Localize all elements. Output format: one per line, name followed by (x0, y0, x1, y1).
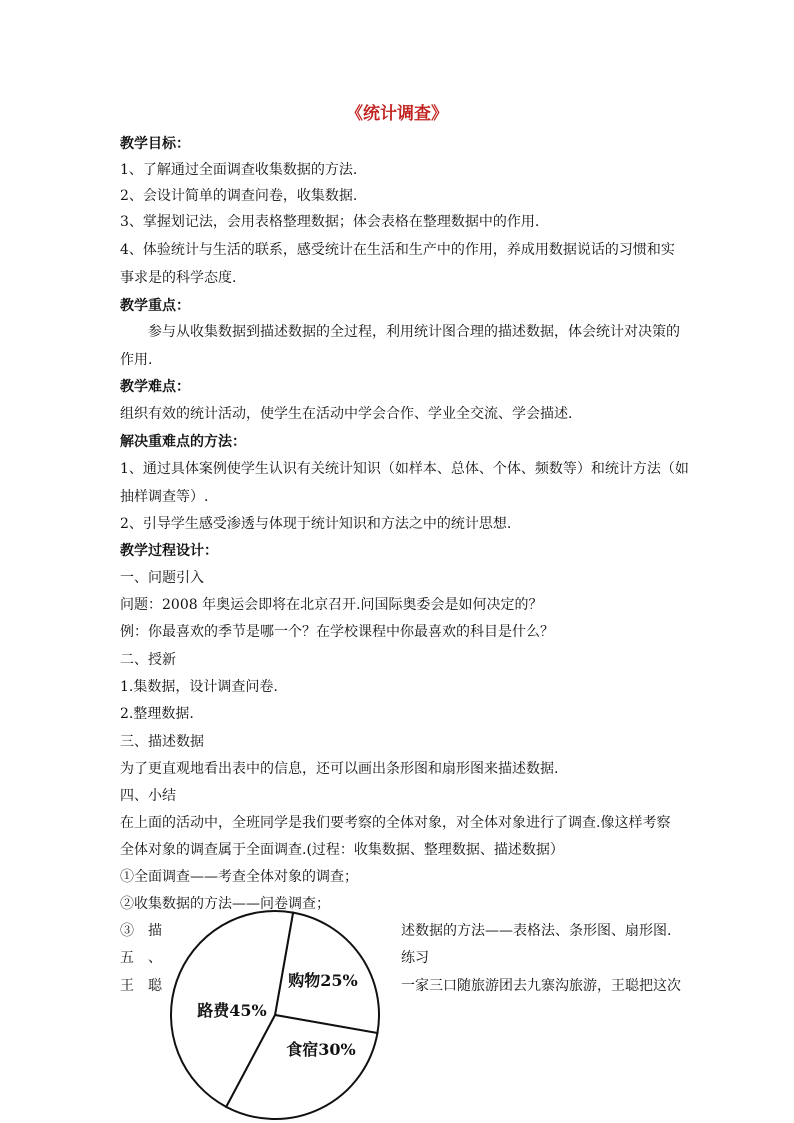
process-line: ②收集数据的方法——问卷调查； (120, 896, 330, 912)
pie-chart (165, 908, 385, 1123)
goals-heading: 教学目标： (120, 136, 190, 152)
split-row-left: ③ 描 (120, 923, 162, 939)
goal-item: 4、体验统计与生活的联系，感受统计在生活和生产中的作用，养成用数据说话的习惯和实 (120, 242, 675, 258)
process-heading: 教学过程设计： (120, 543, 218, 559)
process-line: 例：你最喜欢的季节是哪一个？在学校课程中你最喜欢的科目是什么？ (120, 624, 554, 640)
split-row-left: 王 聪 (120, 978, 162, 994)
key-points-heading: 教学重点： (120, 298, 190, 314)
process-line: 一、问题引入 (120, 570, 204, 586)
goal-item: 1、了解通过全面调查收集数据的方法. (120, 162, 358, 178)
pie-label-lodging: 食宿30% (286, 1040, 356, 1059)
split-row-right: 一家三口随旅游团去九寨沟旅游，王聪把这次 (401, 978, 681, 994)
process-line: 三、描述数据 (120, 734, 204, 750)
split-row-right: 练习 (401, 950, 429, 966)
difficulties-text: 组织有效的统计活动，使学生在活动中学会合作、学业全交流、学会描述. (120, 406, 573, 422)
pie-label-shopping: 购物25% (288, 971, 358, 990)
process-line: 在上面的活动中，全班同学是我们要考察的全体对象，对全体对象进行了调查.像这样考察 (120, 815, 671, 831)
methods-heading: 解决重难点的方法： (120, 434, 246, 450)
methods-text: 2、引导学生感受渗透与体现于统计知识和方法之中的统计思想. (120, 516, 512, 532)
process-line: ①全面调查——考查全体对象的调查； (120, 869, 358, 885)
pie-label-travel: 路费45% (197, 1001, 267, 1020)
process-line: 2.整理数据. (120, 706, 194, 722)
difficulties-heading: 教学难点： (120, 379, 190, 395)
page-title: 《统计调查》 (346, 104, 448, 124)
goal-item: 2、会设计简单的调查问卷，收集数据. (120, 188, 358, 204)
key-points-text: 作用. (120, 352, 153, 368)
process-line: 1.集数据，设计调查问卷. (120, 679, 278, 695)
split-row-right: 述数据的方法——表格法、条形图、扇形图. (401, 923, 672, 939)
goal-item: 事求是的科学态度. (120, 270, 237, 286)
goal-item: 3、掌握划记法，会用表格整理数据；体会表格在整理数据中的作用. (120, 214, 540, 230)
process-line: 问题：2008 年奥运会即将在北京召开.问国际奥委会是如何决定的？ (120, 597, 543, 613)
process-line: 全体对象的调查属于全面调查.(过程：收集数据、整理数据、描述数据） (120, 842, 564, 858)
methods-text: 1、通过具体案例使学生认识有关统计知识（如样本、总体、个体、频数等）和统计方法（如 (120, 461, 689, 477)
methods-text: 抽样调查等）. (120, 489, 209, 505)
process-line: 四、小结 (120, 788, 176, 804)
process-line: 二、授新 (120, 652, 176, 668)
key-points-text: 参与从收集数据到描述数据的全过程，利用统计图合理的描述数据，体会统计对决策的 (148, 324, 680, 340)
process-line: 为了更直观地看出表中的信息，还可以画出条形图和扇形图来描述数据. (120, 761, 559, 777)
split-row-left: 五 、 (120, 950, 162, 966)
